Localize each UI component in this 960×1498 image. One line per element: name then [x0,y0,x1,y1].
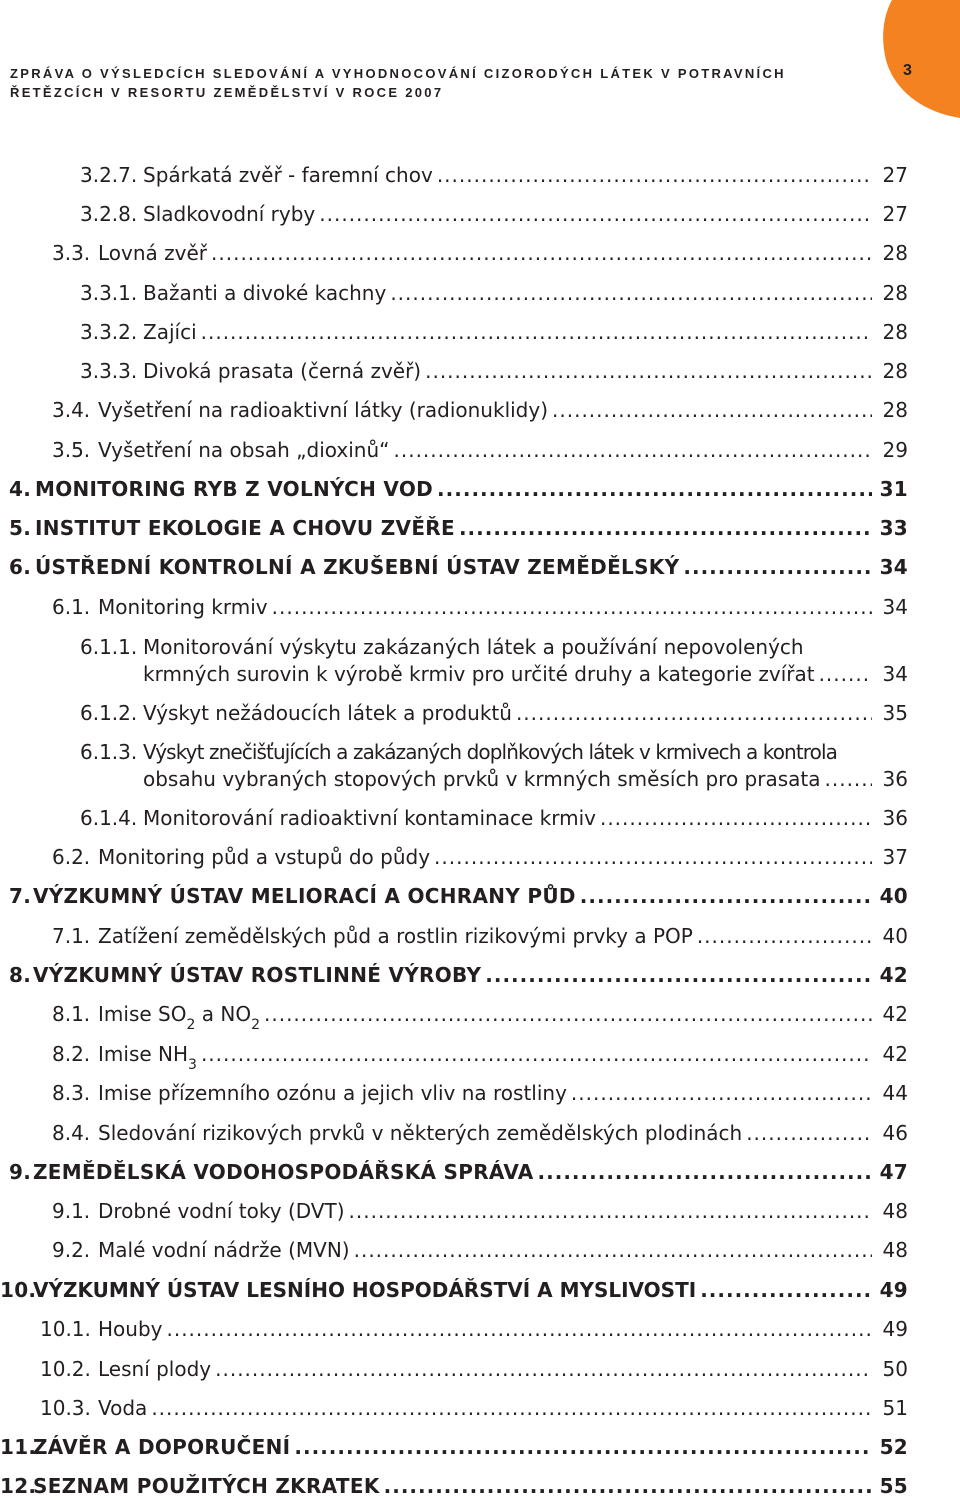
leader-dots [746,1120,872,1146]
leader-dots [434,844,872,870]
leader-dots [571,1080,872,1106]
toc-entry-number: 9.1. [52,1199,91,1223]
leader-dots [211,240,872,266]
toc-entry-title: Monitoring půd a vstupů do půdy [98,845,431,869]
toc-entry-number: 3.3.1. [80,281,138,305]
toc-entry-number: 3.3.2. [80,320,138,344]
toc-section-title: ZÁVĚR A DOPORUČENÍ [33,1435,291,1459]
toc-entry-title: Voda [98,1396,148,1420]
toc-entry-number: 8.4. [52,1121,91,1145]
toc-section-number: 7. [9,884,32,908]
header-line-2: ŘETĚZCÍCH V RESORTU ZEMĚDĚLSTVÍ V ROCE 2007 [10,85,444,100]
toc-entry-number: 3.4. [52,398,91,422]
leader-dots [349,1198,872,1224]
page-number: 3 [903,62,912,79]
toc-section-title: ÚSTŘEDNÍ KONTROLNÍ A ZKUŠEBNÍ ÚSTAV ZEMĚDĚLSKÝ [35,555,680,579]
toc-section-number: 8. [9,963,32,987]
leader-dots [437,162,872,188]
toc-entry-title: Lesní plody [98,1357,212,1381]
toc-entry-title: Sladkovodní ryby [143,202,316,226]
toc-entry-page: 34 [882,662,908,686]
toc-section-page: 31 [879,477,908,501]
toc-section-number: 10. [0,1278,37,1302]
toc-entry-title [98,1041,197,1073]
toc-entry-number: 7.1. [52,924,91,948]
leader-dots [425,358,872,384]
toc-entry-title: Sledování rizikových prvků v některých zemědělských plodinách [98,1121,743,1145]
toc-entry-title: Vyšetření na radioaktivní látky (radionuklidy) [98,398,549,422]
subscript: 3 [188,1057,197,1073]
toc-entry-number: 3.2.7. [80,163,138,187]
toc-section-title: VÝZKUMNÝ ÚSTAV LESNÍHO HOSPODÁŘSTVÍ A MYSLIVOSTI [33,1278,697,1302]
leader-dots [485,962,872,988]
toc-entry-page: 48 [882,1238,908,1262]
toc-entry-page: 28 [882,398,908,422]
toc-section-title: VÝZKUMNÝ ÚSTAV MELIORACÍ A OCHRANY PŮD [33,884,576,908]
toc-entry-page: 44 [882,1081,908,1105]
toc-entry-title: Monitoring krmiv [98,595,268,619]
toc-entry-page: 36 [882,806,908,830]
toc-entry-number: 8.2. [52,1042,91,1066]
toc-entry-page: 34 [882,595,908,619]
toc-entry-number: 3.2.8. [80,202,138,226]
toc-entry-title-line-2: krmných surovin k výrobě krmiv pro určité druhy a kategorie zvířat [143,662,815,686]
leader-dots [151,1395,872,1421]
toc-entry-title [98,1001,260,1033]
toc-entry-page: 46 [882,1121,908,1145]
toc-entry-title: Divoká prasata (černá zvěř) [143,359,422,383]
leader-dots [319,201,872,227]
toc-section-title: INSTITUT EKOLOGIE A CHOVU ZVĚŘE [35,516,455,540]
toc-entry-number: 6.1.4. [80,806,138,830]
toc-section-title: SEZNAM POUŽITÝCH ZKRATEK [33,1474,380,1498]
toc-entry-title-line-1: Výskyt znečišťujících a zakázaných doplňkových látek v krmivech a kontrola [143,740,838,764]
toc-section-page: 52 [879,1435,908,1459]
toc-entry-page: 28 [882,241,908,265]
toc-section-number: 4. [9,477,32,501]
toc-entry-number: 6.1.3. [80,740,138,764]
toc-section-page: 47 [879,1160,908,1184]
toc-entry[interactable] [80,739,908,795]
toc-section-number: 5. [9,516,32,540]
toc-entry-page: 29 [882,438,908,462]
toc-entry-page: 51 [882,1396,908,1420]
toc-section-number: 12. [0,1474,37,1498]
toc-entry-number: 8.3. [52,1081,91,1105]
leader-dots [516,700,872,726]
toc-entry-page: 36 [882,767,908,791]
leader-dots [697,923,872,949]
toc-entry-page: 50 [882,1357,908,1381]
toc-entry-title: Výskyt nežádoucích látek a produktů [143,701,512,725]
title-part-a: Imise SO [98,1002,187,1026]
toc-entry-number: 3.3.3. [80,359,138,383]
toc-section-page: 42 [879,963,908,987]
toc-entry-title: Zatížení zemědělských půd a rostlin rizikovými prvky a POP [98,924,693,948]
toc-entry-number: 6.1. [52,595,91,619]
toc-section-number: 9. [9,1160,32,1184]
toc-entry-number: 9.2. [52,1238,91,1262]
leader-dots [552,397,872,423]
toc-entry-title: Imise přízemního ozónu a jejich vliv na rostliny [98,1081,567,1105]
toc-section-title: MONITORING RYB Z VOLNÝCH VOD [35,477,434,501]
toc-entry-title: Monitorování radioaktivní kontaminace krmiv [143,806,596,830]
toc-section-title: ZEMĚDĚLSKÁ VODOHOSPODÁŘSKÁ SPRÁVA [33,1160,534,1184]
toc-entry-number: 6.1.1. [80,635,138,659]
leader-dots [264,1001,872,1027]
toc-entry-number: 10.1. [40,1317,91,1341]
toc-entry-number: 10.3. [40,1396,91,1420]
toc-entry-page: 35 [882,701,908,725]
toc-section-title: VÝZKUMNÝ ÚSTAV ROSTLINNÉ VÝROBY [33,963,482,987]
leader-dots [580,883,872,909]
leader-dots [294,1434,872,1460]
toc-entry-page: 42 [882,1002,908,1026]
toc-entry-number: 3.5. [52,438,91,462]
toc-section-page: 33 [879,516,908,540]
toc-section-page: 34 [879,555,908,579]
subscript: 2 [186,1017,196,1033]
leader-dots [700,1277,872,1303]
leader-dots [437,476,872,502]
toc-entry-title: Bažanti a divoké kachny [143,281,387,305]
leader-dots [272,594,872,620]
toc-entry-page: 27 [882,163,908,187]
leader-dots [166,1316,872,1342]
toc-entry-page: 37 [882,845,908,869]
toc-entry-title: Zajíci [143,320,197,344]
toc-entry-page: 49 [882,1317,908,1341]
toc-section-page: 55 [879,1474,908,1498]
toc-entry-title: Malé vodní nádrže (MVN) [98,1238,350,1262]
toc-entry-page: 42 [882,1042,908,1066]
toc-entry-page: 27 [882,202,908,226]
toc-section-page: 49 [879,1278,908,1302]
leader-dots [201,1041,872,1067]
leader-dots [394,437,873,463]
toc-entry-page: 28 [882,359,908,383]
leader-dots [459,515,872,541]
leader-dots [825,766,873,792]
toc-entry-number: 8.1. [52,1002,91,1026]
leader-dots [384,1473,872,1498]
title-part-a: Imise NH [98,1042,189,1066]
header-line-1: ZPRÁVA O VÝSLEDCÍCH SLEDOVÁNÍ A VYHODNOCOVÁNÍ CIZORODÝCH LÁTEK V POTRAVNÍCH [10,66,786,81]
leader-dots [819,661,872,687]
toc-entry-title-line-2: obsahu vybraných stopových prvků v krmných směsích pro prasata [143,767,821,791]
toc-entry-number: 3.3. [52,241,91,265]
toc-section-page: 40 [879,884,908,908]
leader-dots [600,805,872,831]
toc-entry-title: Drobné vodní toky (DVT) [98,1199,345,1223]
toc-entry-title: Spárkatá zvěř - faremní chov [143,163,433,187]
title-part-b: a NO [195,1002,252,1026]
leader-dots [215,1356,872,1382]
toc-entry-number: 6.2. [52,845,91,869]
toc-entry-page: 28 [882,281,908,305]
toc-section-number: 11. [0,1435,37,1459]
toc-entry-page: 40 [882,924,908,948]
leader-dots [683,554,872,580]
toc-entry-title: Houby [98,1317,163,1341]
leader-dots [538,1159,872,1185]
leader-dots [201,319,872,345]
toc-entry-title-line-1: Monitorování výskytu zakázaných látek a používání nepovolených [143,635,804,659]
toc-entry[interactable] [80,634,908,690]
toc-entry-title: Vyšetření na obsah „dioxinů“ [98,438,390,462]
toc-section-number: 6. [9,555,32,579]
leader-dots [354,1237,872,1263]
leader-dots [390,280,872,306]
toc-entry-number: 10.2. [40,1357,91,1381]
toc-entry-page: 48 [882,1199,908,1223]
subscript: 2 [251,1017,260,1033]
toc-entry-number: 6.1.2. [80,701,138,725]
toc-entry-title: Lovná zvěř [98,241,208,265]
toc-entry-page: 28 [882,320,908,344]
